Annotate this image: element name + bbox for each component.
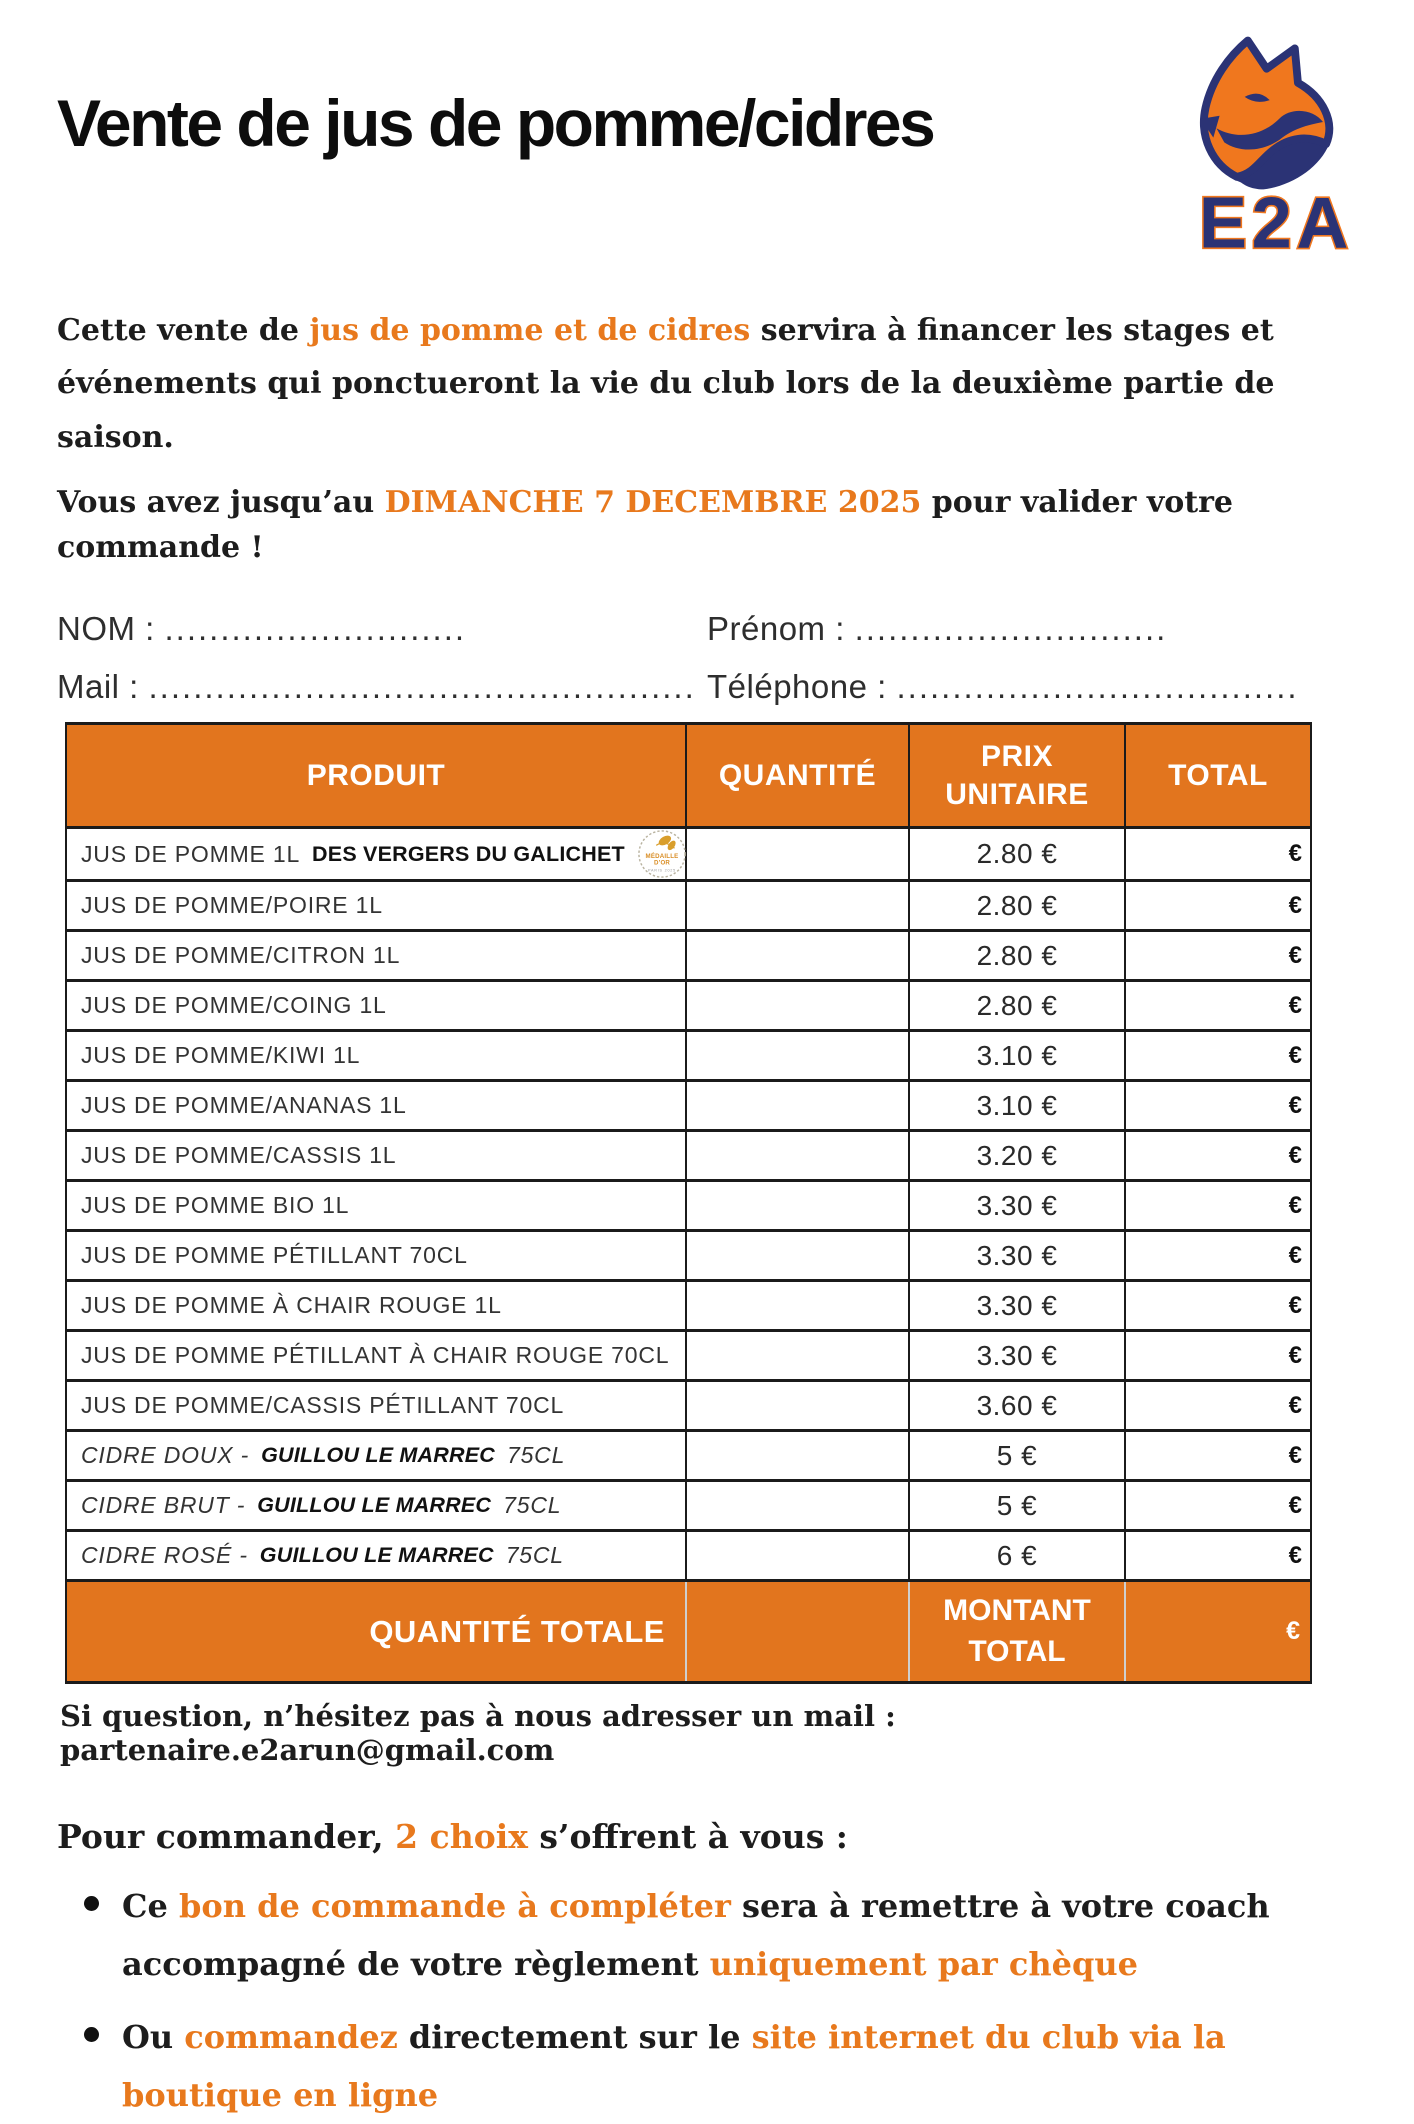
row-total-cell: € [1125, 1481, 1311, 1531]
intro-paragraph [57, 304, 1344, 464]
unit-price-cell: 3.20 € [909, 1131, 1125, 1181]
product-row [66, 1031, 1311, 1081]
order-options-list [84, 1878, 1354, 2124]
product-name-cell [66, 1531, 686, 1581]
quantity-input-cell [686, 931, 909, 981]
product-row [66, 1481, 1311, 1531]
quantity-input-cell [686, 881, 909, 931]
nom-field [57, 610, 707, 648]
product-row [66, 1181, 1311, 1231]
montant-total-cell: MONTANT TOTAL [909, 1581, 1125, 1683]
product-name: JUS DE POMME/COING 1L [81, 992, 387, 1019]
text-segment: servira à financer les stages et événements qui ponctueront la vie du club lors de la deuxième partie de saison. [57, 312, 1275, 455]
product-name-cell [66, 1181, 686, 1231]
text-segment: 2 choix [395, 1817, 528, 1857]
text-segment: bon de commande à compléter [178, 1887, 731, 1926]
product-row [66, 931, 1311, 981]
product-name: JUS DE POMME/KIWI 1L [81, 1042, 361, 1069]
quantity-input-cell [686, 1431, 909, 1481]
product-size: 75CL [506, 1442, 566, 1469]
contact-form-lines [57, 610, 1374, 706]
order-option-1 [84, 1878, 1354, 1993]
product-name-cell [66, 931, 686, 981]
product-name-cell [66, 1081, 686, 1131]
header-prix-unitaire: PRIX UNITAIRE [909, 724, 1125, 828]
product-name: CIDRE BRUT - [81, 1492, 246, 1519]
product-name: JUS DE POMME 1L [81, 840, 301, 867]
unit-price-cell: 3.30 € [909, 1331, 1125, 1381]
row-total-cell: € [1125, 828, 1311, 881]
quantity-input-cell [686, 1331, 909, 1381]
row-total-cell: € [1125, 1231, 1311, 1281]
product-row [66, 981, 1311, 1031]
text-segment: Vous avez jusqu’au [57, 485, 385, 521]
product-name: JUS DE POMME BIO 1L [81, 1192, 350, 1219]
text-segment: directement sur le [397, 2018, 752, 2057]
svg-text:PARIS 2025: PARIS 2025 [647, 868, 676, 873]
svg-text:D’OR: D’OR [653, 859, 670, 867]
nom-label: NOM : [57, 610, 155, 648]
product-name: JUS DE POMME À CHAIR ROUGE 1L [81, 1292, 502, 1319]
product-row [66, 1381, 1311, 1431]
row-total-cell: € [1125, 981, 1311, 1031]
unit-price-cell: 3.30 € [909, 1231, 1125, 1281]
header-produit: PRODUIT [66, 724, 686, 828]
quantity-input-cell [686, 1131, 909, 1181]
unit-price-cell: 2.80 € [909, 881, 1125, 931]
product-row [66, 1231, 1311, 1281]
product-name-cell [66, 981, 686, 1031]
unit-price-cell: 6 € [909, 1531, 1125, 1581]
quantite-totale-cell: QUANTITÉ TOTALE [66, 1581, 686, 1683]
order-table [65, 722, 1312, 1684]
product-name: JUS DE POMME PÉTILLANT À CHAIR ROUGE 70CL [81, 1342, 670, 1369]
unit-price-cell: 3.10 € [909, 1081, 1125, 1131]
logo-wordmark: E2A [1198, 183, 1354, 264]
nom-dotted-line: ........................... [164, 610, 467, 648]
telephone-field [707, 668, 1374, 706]
product-name: CIDRE ROSÉ - [81, 1542, 248, 1569]
row-total-cell: € [1125, 1331, 1311, 1381]
text-segment: uniquement par chèque [709, 1944, 1138, 1983]
prenom-field [707, 610, 1374, 648]
product-row [66, 1281, 1311, 1331]
order-table-footer [66, 1581, 1311, 1683]
product-name: JUS DE POMME/ANANAS 1L [81, 1092, 407, 1119]
order-instructions-title [57, 1817, 1374, 1856]
product-name-cell [66, 1281, 686, 1331]
fox-logo-icon [1182, 28, 1370, 264]
row-total-cell: € [1125, 1081, 1311, 1131]
text-segment: pour valider votre commande ! [57, 485, 1234, 566]
product-name-cell [66, 1031, 686, 1081]
quantity-input-cell [686, 1081, 909, 1131]
product-name-cell [66, 1131, 686, 1181]
unit-price-cell: 2.80 € [909, 981, 1125, 1031]
product-brand: GUILLOU LE MARREC [259, 1543, 494, 1568]
text-segment: site internet du club via la boutique en ligne [122, 2018, 1226, 2114]
row-total-cell: € [1125, 1431, 1311, 1481]
product-name-cell [66, 1231, 686, 1281]
quantity-input-cell [686, 981, 909, 1031]
text-segment: Ou [122, 2018, 185, 2057]
quantity-input-cell [686, 1531, 909, 1581]
product-row [66, 1331, 1311, 1381]
unit-price-cell: 3.60 € [909, 1381, 1125, 1431]
order-option-2 [84, 2009, 1354, 2124]
product-row [66, 881, 1311, 931]
header-quantite: QUANTITÉ [686, 724, 909, 828]
total-quantity-input-cell [686, 1581, 909, 1683]
product-size: 75CL [505, 1542, 564, 1569]
medaille-dor-badge [637, 829, 687, 879]
prenom-label: Prénom : [707, 610, 845, 648]
product-name-cell [66, 1481, 686, 1531]
row-total-cell: € [1125, 1281, 1311, 1331]
quantity-input-cell [686, 1031, 909, 1081]
row-total-cell: € [1125, 881, 1311, 931]
contact-line: Si question, n’hésitez pas à nous adresser un mail : partenaire.e2arun@gmail.com [60, 1699, 896, 1768]
product-brand: GUILLOU LE MARREC [257, 1493, 492, 1518]
row-total-cell: € [1125, 1131, 1311, 1181]
quantity-input-cell [686, 1181, 909, 1231]
unit-price-cell: 5 € [909, 1431, 1125, 1481]
header-total: TOTAL [1125, 724, 1311, 828]
unit-price-cell: 5 € [909, 1481, 1125, 1531]
row-total-cell: € [1125, 1381, 1311, 1431]
order-table-body [66, 828, 1311, 1581]
product-brand: DES VERGERS DU GALICHET [312, 841, 625, 866]
quantity-input-cell [686, 1231, 909, 1281]
prenom-dotted-line: ............................ [854, 610, 1168, 648]
row-total-cell: € [1125, 1531, 1311, 1581]
grand-total-euro-cell: € [1125, 1581, 1311, 1683]
text-segment: sera à remettre à votre coach accompagné de votre règlement [122, 1887, 1270, 1983]
order-table-header [66, 724, 1311, 828]
svg-text:MÉDAILLE: MÉDAILLE [645, 852, 679, 860]
quantity-input-cell [686, 1381, 909, 1431]
unit-price-cell: 2.80 € [909, 828, 1125, 881]
page-header [0, 0, 1414, 264]
product-name: JUS DE POMME/POIRE 1L [81, 892, 383, 919]
telephone-dotted-line: .................................... [896, 668, 1299, 706]
mail-label: Mail : [57, 668, 139, 706]
product-name-cell [66, 1381, 686, 1431]
row-total-cell: € [1125, 1181, 1311, 1231]
telephone-label: Téléphone : [707, 668, 887, 706]
text-segment: Pour commander, [57, 1817, 396, 1857]
product-name: JUS DE POMME/CITRON 1L [81, 942, 401, 969]
product-row [66, 1131, 1311, 1181]
quantity-input-cell [686, 1281, 909, 1331]
text-segment: Cette vente de [57, 312, 310, 348]
text-segment: commandez [184, 2018, 398, 2057]
product-name: JUS DE POMME/CASSIS 1L [81, 1142, 397, 1169]
product-name: CIDRE DOUX - [81, 1442, 250, 1469]
mail-dotted-line: ................................................. [148, 668, 696, 706]
product-brand: GUILLOU LE MARREC [261, 1443, 495, 1468]
unit-price-cell: 2.80 € [909, 931, 1125, 981]
product-row [66, 1431, 1311, 1481]
product-name: JUS DE POMME PÉTILLANT 70CL [81, 1242, 468, 1269]
product-row [66, 828, 1311, 881]
product-size: 75CL [503, 1492, 562, 1519]
row-total-cell: € [1125, 1031, 1311, 1081]
product-name-cell [66, 1331, 686, 1381]
product-name-cell [66, 828, 686, 881]
product-name-cell [66, 1431, 686, 1481]
unit-price-cell: 3.10 € [909, 1031, 1125, 1081]
text-segment: DIMANCHE 7 DECEMBRE 2025 [384, 485, 922, 521]
product-name: JUS DE POMME/CASSIS PÉTILLANT 70CL [81, 1392, 565, 1419]
text-segment: jus de pomme et de cidres [309, 312, 751, 348]
quantity-input-cell [686, 828, 909, 881]
mail-field [57, 668, 707, 706]
row-total-cell: € [1125, 931, 1311, 981]
text-segment: s’offrent à vous : [527, 1817, 848, 1857]
product-row [66, 1531, 1311, 1581]
product-row [66, 1081, 1311, 1131]
e2a-logo [1182, 28, 1370, 264]
product-name-cell [66, 881, 686, 931]
page-title: Vente de jus de pomme/cidres [57, 86, 934, 160]
quantity-input-cell [686, 1481, 909, 1531]
text-segment: Ce [122, 1887, 179, 1926]
unit-price-cell: 3.30 € [909, 1281, 1125, 1331]
deadline-paragraph [57, 480, 1344, 570]
unit-price-cell: 3.30 € [909, 1181, 1125, 1231]
